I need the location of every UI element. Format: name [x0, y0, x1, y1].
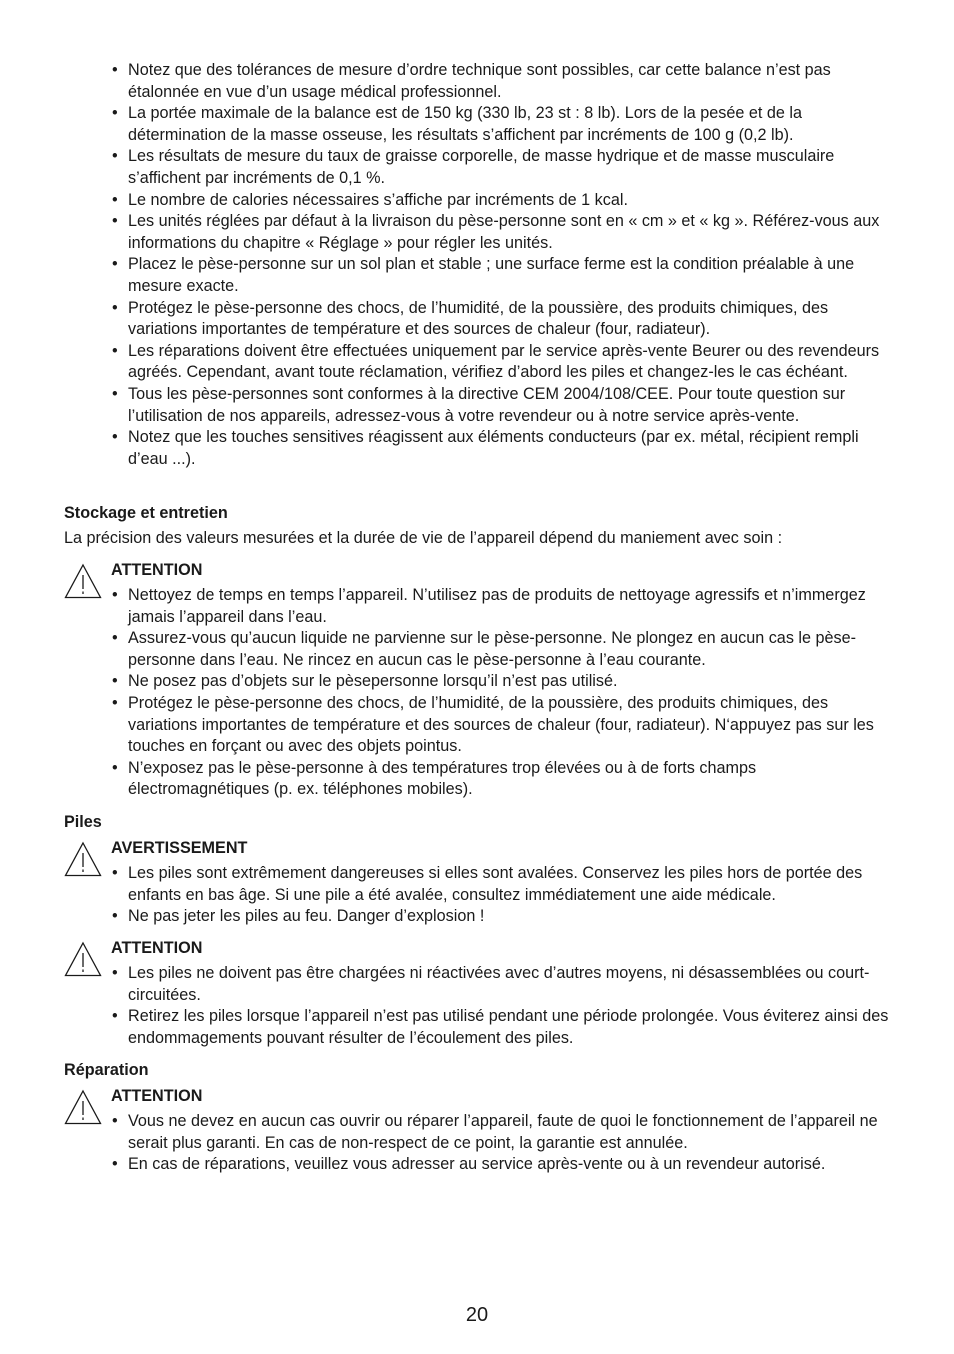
list-item: • La portée maximale de la balance est de 150 kg (330 lb, 23 st : 8 lb). Lors de la pesée et de la détermination de la masse osseuse, les résultats s’affichent par incréments de 100 g (0,2 lb). — [111, 103, 896, 146]
list-item: • Le nombre de calories nécessaires s’affiche par incréments de 1 kcal. — [111, 190, 896, 212]
warning-triangle-icon — [64, 841, 102, 877]
list-item: • Ne pas jeter les piles au feu. Danger d’explosion ! — [111, 906, 896, 928]
section-heading-repair: Réparation — [64, 1061, 149, 1079]
list-item: • Les unités réglées par défaut à la livraison du pèse-personne sont en « cm » et « kg ». Référez-vous aux informations du chapitre « Réglage » pour régler les unités. — [111, 211, 896, 254]
list-item: • Retirez les piles lorsque l’appareil n’est pas utilisé pendant une période prolongée. Vous éviterez ainsi des endommagements pouvant résulter de l’écoulement des piles. — [111, 1006, 896, 1049]
list-item: • En cas de réparations, veuillez vous adresser au service après-vente ou à un revendeur autorisé. — [111, 1154, 896, 1176]
warning-label: ATTENTION — [111, 561, 203, 579]
warning-triangle-icon — [64, 1089, 102, 1125]
warning-triangle-icon — [64, 563, 102, 599]
list-item: • Placez le pèse-personne sur un sol plan et stable ; une surface ferme est la condition préalable à une mesure exacte. — [111, 254, 896, 297]
list-item: • Notez que des tolérances de mesure d’ordre technique sont possibles, car cette balance n’est pas étalonnée en vue d’un usage médical professionnel. — [111, 60, 896, 103]
repair-bullet-list — [111, 1111, 896, 1176]
list-item: • Assurez-vous qu’aucun liquide ne parvienne sur le pèse-personne. Ne plongez en aucun cas le pèse-personne dans l’eau. Ne rincez en aucun cas le pèse-personne à l’eau courante. — [111, 628, 896, 671]
list-item: • N’exposez pas le pèse-personne à des températures trop élevées ou à de forts champs électromagnétiques (p. ex. téléphones mobiles). — [111, 758, 896, 801]
list-item: • Ne posez pas d’objets sur le pèsepersonne lorsqu’il n’est pas utilisé. — [111, 671, 896, 693]
storage-intro-text: La précision des valeurs mesurées et la durée de vie de l’appareil dépend du maniement avec soin : — [64, 529, 783, 547]
list-item: • Les réparations doivent être effectuées uniquement par le service après-vente Beurer ou des revendeurs agréés. Cependant, avant toute réclamation, vérifiez d’abord les piles et changez-les le cas échéant. — [111, 341, 896, 384]
list-item: • Protégez le pèse-personne des chocs, de l’humidité, de la poussière, des produits chimiques, des variations importantes de température et des sources de chaleur (four, radiateur). N‘appuyez pas sur les touches en forçant ou avec des objets pointus. — [111, 693, 896, 758]
list-item: • Vous ne devez en aucun cas ouvrir ou réparer l’appareil, faute de quoi le fonctionnement de l’appareil ne serait plus garanti. En cas de non-respect de ce point, la garantie est annulée. — [111, 1111, 896, 1154]
list-item: • Protégez le pèse-personne des chocs, de l’humidité, de la poussière, des produits chimiques, des variations importantes de température et des sources de chaleur (four, radiateur). — [111, 298, 896, 341]
list-item: • Notez que les touches sensitives réagissent aux éléments conducteurs (par ex. métal, récipient rempli d’eau ...). — [111, 427, 896, 470]
batteries-attention-list — [111, 963, 896, 1049]
batteries-warning-list — [111, 863, 896, 928]
list-item: • Nettoyez de temps en temps l’appareil. N’utilisez pas de produits de nettoyage agressifs et n’immergez jamais l’appareil dans l’eau. — [111, 585, 896, 628]
warning-label: ATTENTION — [111, 939, 203, 957]
list-item: • Les piles sont extrêmement dangereuses si elles sont avalées. Conservez les piles hors de portée des enfants en bas âge. Si une pile a été avalée, consultez immédiatement une aide médicale. — [111, 863, 896, 906]
warning-label: AVERTISSEMENT — [111, 839, 248, 857]
warning-triangle-icon — [64, 941, 102, 977]
intro-bullet-list — [111, 60, 896, 470]
list-item: • Les piles ne doivent pas être chargées ni réactivées avec d’autres moyens, ni désassemblées ou court-circuitées. — [111, 963, 896, 1006]
list-item: • Les résultats de mesure du taux de graisse corporelle, de masse hydrique et de masse musculaire s’affichent par incréments de 0,1 %. — [111, 146, 896, 189]
list-item: • Tous les pèse-personnes sont conformes à la directive CEM 2004/108/CEE. Pour toute question sur l’utilisation de nos appareils, adressez-vous à votre revendeur ou à notre service après-vente. — [111, 384, 896, 427]
section-heading-storage: Stockage et entretien — [64, 504, 228, 522]
warning-label: ATTENTION — [111, 1087, 203, 1105]
section-heading-batteries: Piles — [64, 813, 102, 831]
page-number: 20 — [465, 1304, 489, 1326]
storage-bullet-list — [111, 585, 896, 801]
